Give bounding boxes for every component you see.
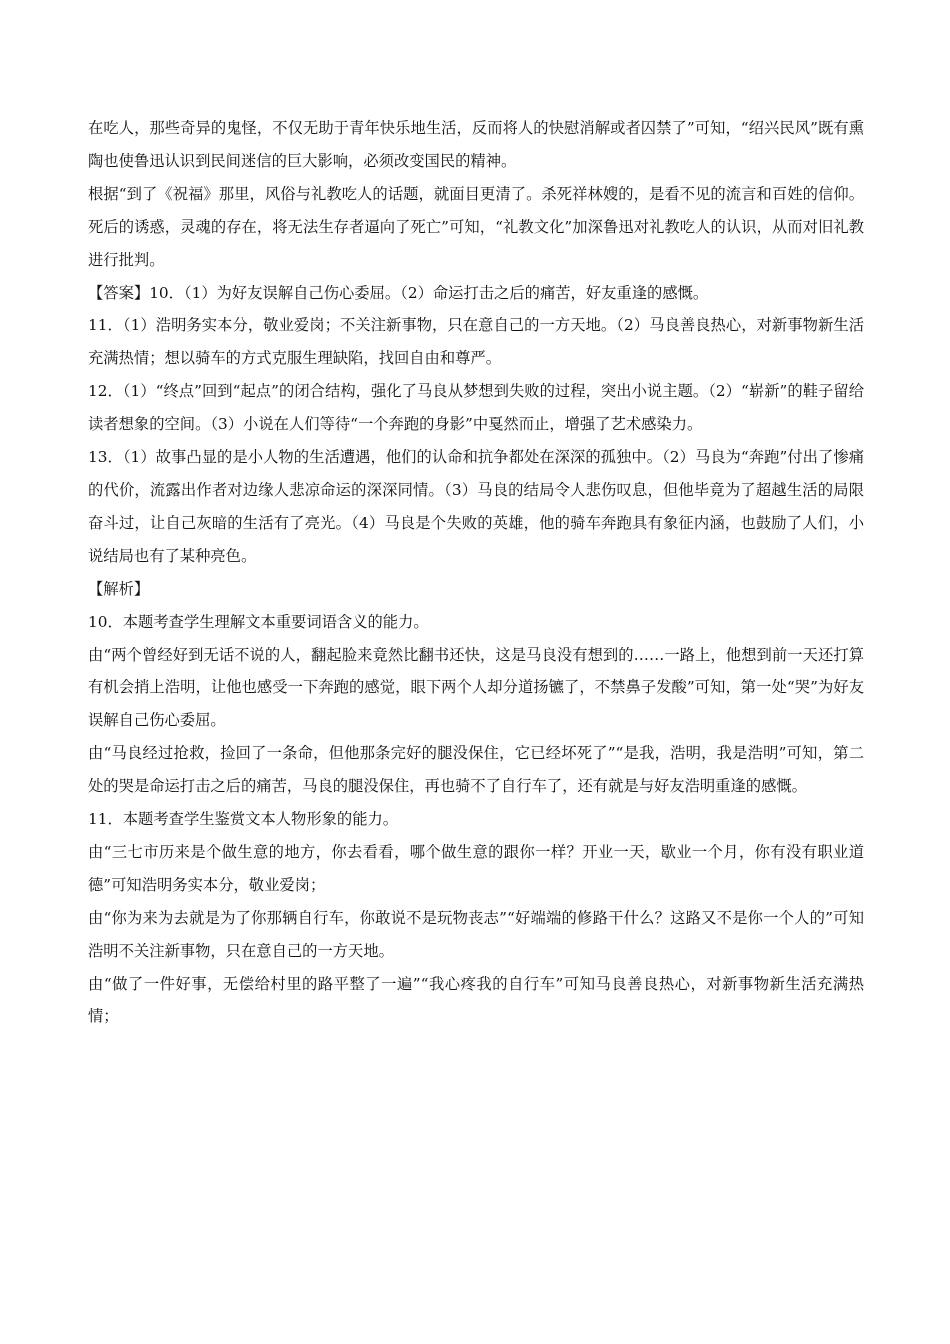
analysis-10-part1: 由“两个曾经好到无话不说的人，翻起脸来竟然比翻书还快，这是马良没有想到的……一路上，他想到前一天还打算有机会捎上浩明，让他也感受一下奔跑的感觉，眼下两个人却分道扬镳了，不禁鼻子发酸”可知，第一处“哭”为好友误解自己伤心委屈。 <box>88 645 864 730</box>
analysis-11-part2: 由“你为来为去就是为了你那辆自行车，你敢说不是玩物丧志”“好端端的修路干什么？这路又不是你一个人的”可知浩明不关注新事物，只在意自己的一方天地。 <box>88 908 864 960</box>
answer-11: 11．（1）浩明务实本分，敬业爱岗；不关注新事物，只在意自己的一方天地。（2）马良善良热心，对新事物新生活充满热情；想以骑车的方式克服生理缺陷，找回自由和尊严。 <box>88 316 864 368</box>
answer-10: 【答案】10．（1）为好友误解自己伤心委屈。（2）命运打击之后的痛苦，好友重逢的感慨。 <box>88 283 709 302</box>
analysis-11-intro: 11．本题考查学生鉴赏文本人物形象的能力。 <box>88 810 399 829</box>
document-body <box>88 112 864 1033</box>
analysis-11-part1: 由“三七市历来是个做生意的地方，你去看看，哪个做生意的跟你一样？开业一天，歇业一个月，你有没有职业道德”可知浩明务实本分，敬业爱岗； <box>88 842 864 894</box>
analysis-11-part3: 由“做了一件好事，无偿给村里的路平整了一遍”“我心疼我的自行车”可知马良善良热心，对新事物新生活充满热情； <box>88 974 864 1026</box>
paragraph-2: 根据“到了《祝福》那里，风俗与礼教吃人的话题，就面目更清了。杀死祥林嫂的，是看不见的流言和百姓的信仰。死后的诱惑，灵魂的存在，将无法生存者逼向了死亡”可知，“礼教文化”加深鲁迅对礼教吃人的认识，从而对旧礼教进行批判。 <box>88 184 864 269</box>
paragraph-1: 在吃人，那些奇异的鬼怪，不仅无助于青年快乐地生活，反而将人的快慰消解或者囚禁了”可知，“绍兴民风”既有熏陶也使鲁迅认识到民间迷信的巨大影响，必须改变国民的精神。 <box>88 119 864 170</box>
analysis-10-part2: 由“马良经过抢救，捡回了一条命，但他那条完好的腿没保住，它已经坏死了”“是我，浩明，我是浩明”可知，第二处的哭是命运打击之后的痛苦，马良的腿没保住，再也骑不了自行车了，还有就是与好友浩明重逢的感慨。 <box>88 744 864 796</box>
answer-13: 13．（1）故事凸显的是小人物的生活遭遇，他们的认命和抗争都处在深深的孤独中。（2）马良为“奔跑”付出了惨痛的代价，流露出作者对边缘人悲凉命运的深深同情。（3）马良的结局令人悲伤叹息，但他毕竟为了超越生活的局限奋斗过，让自己灰暗的生活有了亮光。（4）马良是个失败的英雄，他的骑车奔跑具有象征内涵，也鼓励了人们，小说结局也有了某种亮色。 <box>88 448 864 565</box>
analysis-heading: 【解析】 <box>88 579 150 598</box>
answer-12: 12．（1）“终点”回到“起点”的闭合结构，强化了马良从梦想到失败的过程，突出小说主题。（2）“崭新”的鞋子留给读者想象的空间。（3）小说在人们等待“一个奔跑的身影”中戛然而止，增强了艺术感染力。 <box>88 382 864 434</box>
analysis-10-intro: 10．本题考查学生理解文本重要词语含义的能力。 <box>88 612 429 631</box>
